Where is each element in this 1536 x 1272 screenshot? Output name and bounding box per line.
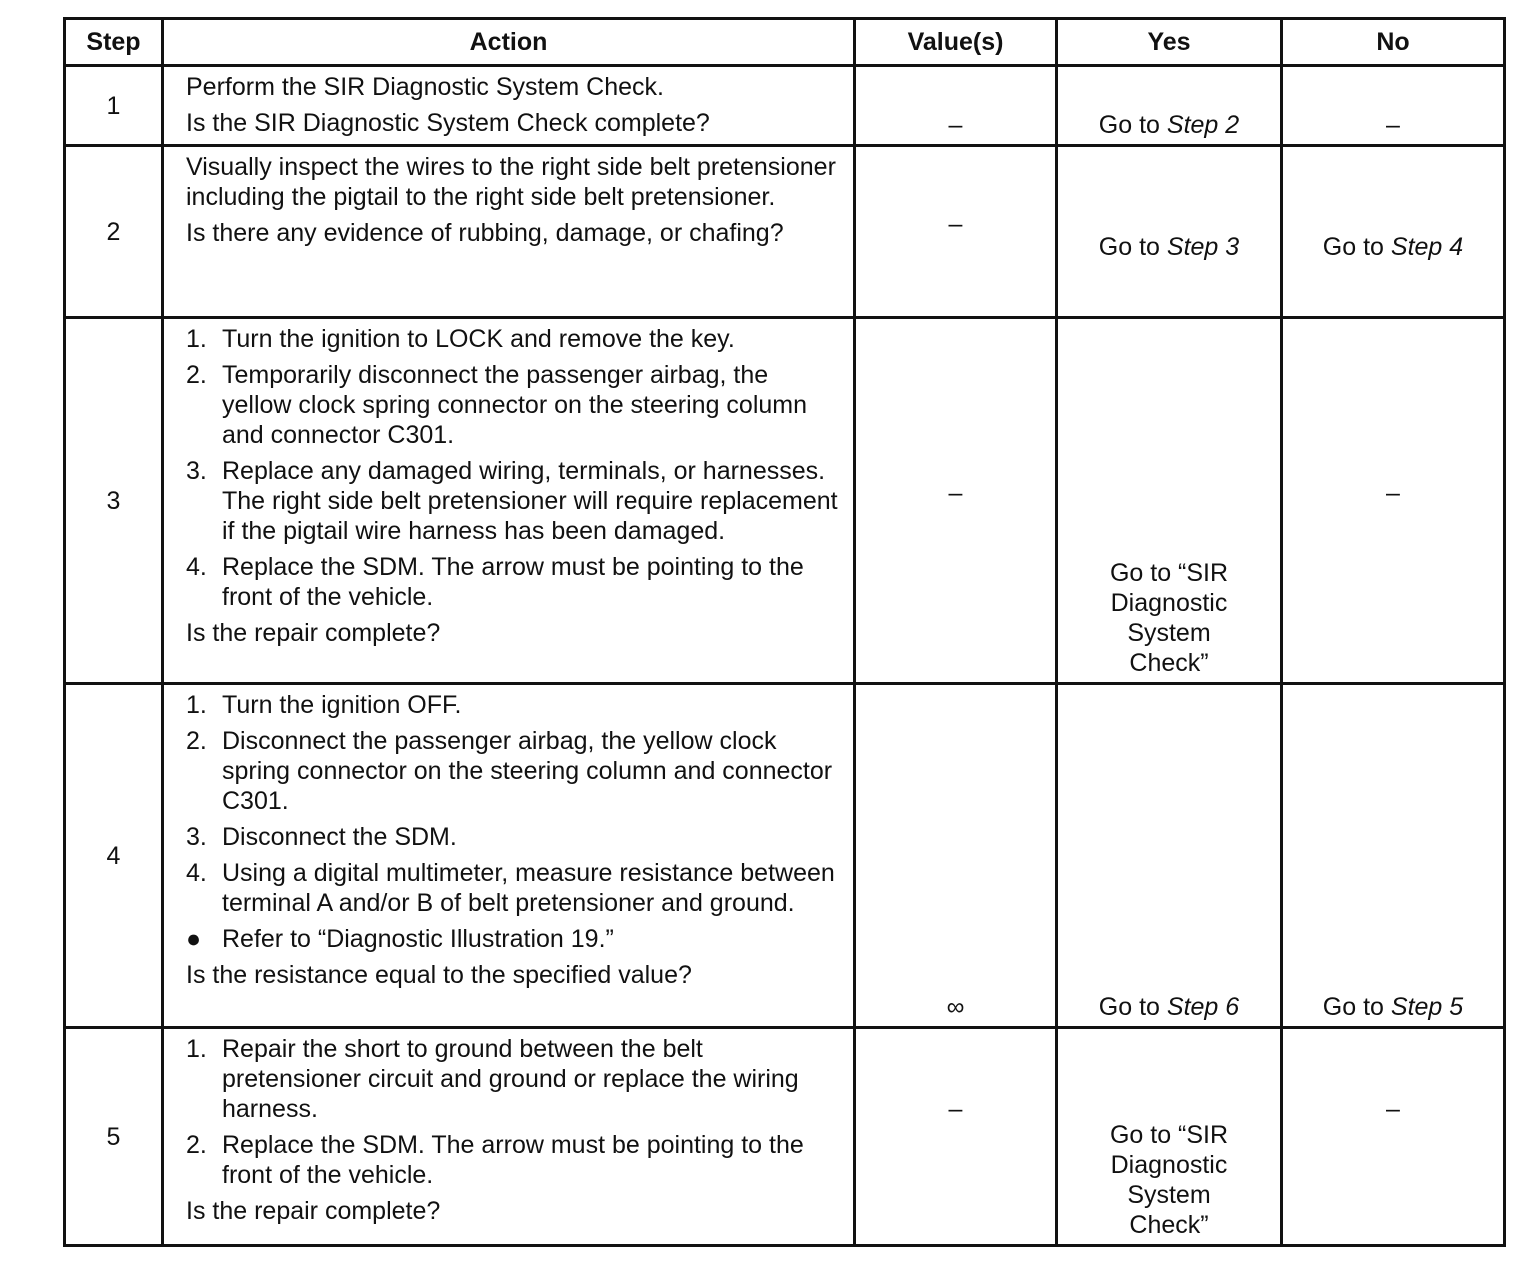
- list-item: [186, 360, 843, 450]
- no-cell: –: [1282, 1028, 1505, 1246]
- value-cell: –: [855, 318, 1057, 684]
- list-item: [186, 822, 843, 852]
- table-row: [65, 146, 1505, 318]
- no-step-link: Step 4: [1390, 232, 1464, 261]
- list-item: [186, 690, 843, 720]
- list-marker: 1.: [186, 691, 207, 719]
- action-steps-list: [186, 324, 843, 612]
- action-question: Is the SIR Diagnostic System Check complete?: [186, 109, 710, 137]
- no-cell: [1282, 684, 1505, 1028]
- action-question: Is the repair complete?: [186, 1197, 441, 1225]
- no-prefix: Go to: [1322, 232, 1384, 261]
- list-marker: 1.: [186, 1035, 207, 1063]
- table-row: [65, 684, 1505, 1028]
- list-marker: 2.: [186, 727, 207, 755]
- list-item: [186, 858, 843, 918]
- yes-step-link: Step 6: [1166, 993, 1240, 1021]
- action-cell: [163, 66, 855, 146]
- yes-cell: Go to “SIR Diagnostic System Check”: [1057, 1028, 1282, 1246]
- yes-step-link: Step 3: [1166, 232, 1240, 261]
- value-cell: ∞: [855, 684, 1057, 1028]
- no-cell: –: [1282, 318, 1505, 684]
- header-action: Action: [163, 19, 855, 66]
- action-steps-list: [186, 690, 843, 954]
- step-number: 3: [65, 318, 163, 684]
- header-no: No: [1282, 19, 1505, 66]
- yes-cell: [1057, 684, 1282, 1028]
- list-text: Disconnect the SDM.: [222, 823, 457, 851]
- list-marker: 2.: [186, 1131, 207, 1159]
- action-cell: [163, 146, 855, 318]
- no-prefix: Go to: [1322, 993, 1384, 1021]
- header-yes: Yes: [1057, 19, 1282, 66]
- action-question: Is there any evidence of rubbing, damage, or chafing?: [186, 219, 784, 247]
- diagnostic-table: [63, 17, 1506, 1247]
- yes-cell: [1057, 146, 1282, 318]
- list-text: Repair the short to ground between the belt pretensioner circuit and ground or replace the wiring harness.: [222, 1035, 799, 1123]
- action-cell: [163, 684, 855, 1028]
- action-cell: [163, 318, 855, 684]
- step-number: 4: [65, 684, 163, 1028]
- yes-cell: Go to “SIR Diagnostic System Check”: [1057, 318, 1282, 684]
- step-number: 5: [65, 1028, 163, 1246]
- list-item: [186, 1130, 843, 1190]
- header-values: Value(s): [855, 19, 1057, 66]
- list-marker: 4.: [186, 553, 207, 581]
- list-marker: 3.: [186, 457, 207, 485]
- bullet-icon: ●: [186, 925, 202, 953]
- list-text: Refer to “Diagnostic Illustration 19.”: [222, 925, 614, 953]
- action-text: Visually inspect the wires to the right side belt pretensioner including the pigtail to the right side belt pretensioner.: [186, 153, 836, 211]
- list-item: [186, 552, 843, 612]
- list-item: [186, 1034, 843, 1124]
- list-text: Disconnect the passenger airbag, the yellow clock spring connector on the steering column and connector C301.: [222, 727, 833, 815]
- header-step: Step: [65, 19, 163, 66]
- list-marker: 3.: [186, 823, 207, 851]
- step-number: 2: [65, 146, 163, 318]
- list-text: Turn the ignition OFF.: [222, 691, 462, 719]
- action-steps-list: [186, 1034, 843, 1190]
- list-marker: 4.: [186, 859, 207, 887]
- header-row: [65, 19, 1505, 66]
- action-cell: [163, 1028, 855, 1246]
- no-cell: –: [1282, 66, 1505, 146]
- step-number: 1: [65, 66, 163, 146]
- list-text: Replace the SDM. The arrow must be pointing to the front of the vehicle.: [222, 1131, 804, 1189]
- value-cell: –: [855, 66, 1057, 146]
- yes-prefix: Go to: [1098, 993, 1160, 1021]
- list-item: [186, 456, 843, 546]
- no-cell: [1282, 146, 1505, 318]
- yes-step-link: Step 2: [1166, 111, 1240, 139]
- no-step-link: Step 5: [1390, 993, 1464, 1021]
- list-text: Replace the SDM. The arrow must be pointing to the front of the vehicle.: [222, 553, 804, 611]
- list-marker: 1.: [186, 325, 207, 353]
- value-cell: –: [855, 1028, 1057, 1246]
- action-question: Is the resistance equal to the specified value?: [186, 961, 692, 989]
- list-item: [186, 324, 843, 354]
- list-text: Using a digital multimeter, measure resistance between terminal A and/or B of belt pretensioner and ground.: [222, 859, 835, 917]
- action-text: Perform the SIR Diagnostic System Check.: [186, 73, 664, 101]
- list-text: Turn the ignition to LOCK and remove the key.: [222, 325, 735, 353]
- list-text: Temporarily disconnect the passenger airbag, the yellow clock spring connector on the steering column and connector C301.: [222, 361, 808, 449]
- list-item: [186, 924, 843, 954]
- list-text: Replace any damaged wiring, terminals, or harnesses. The right side belt pretensioner will require replacement if the pigtail wire harness has been damaged.: [222, 457, 838, 545]
- table-row: [65, 318, 1505, 684]
- list-item: [186, 726, 843, 816]
- list-marker: 2.: [186, 361, 207, 389]
- value-cell: –: [855, 146, 1057, 318]
- yes-cell: [1057, 66, 1282, 146]
- yes-prefix: Go to: [1098, 232, 1160, 261]
- table-row: [65, 1028, 1505, 1246]
- action-question: Is the repair complete?: [186, 619, 441, 647]
- yes-prefix: Go to: [1098, 111, 1160, 139]
- table-row: [65, 66, 1505, 146]
